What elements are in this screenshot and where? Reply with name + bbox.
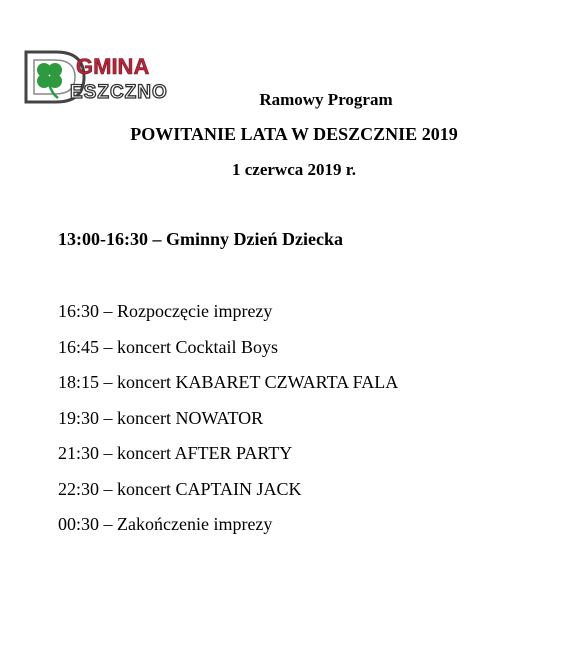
schedule-item: 21:30 – koncert AFTER PARTY: [58, 443, 293, 463]
lead-event: 13:00-16:30 – Gminny Dzień Dziecka: [58, 229, 343, 249]
schedule-item: 00:30 – Zakończenie imprezy: [58, 514, 273, 534]
schedule-item: 16:30 – Rozpoczęcie imprezy: [58, 301, 273, 321]
schedule-item: 19:30 – koncert NOWATOR: [58, 407, 264, 428]
event-date: 1 czerwca 2019 r.: [232, 160, 356, 179]
schedule-item: 22:30 – koncert CAPTAIN JACK: [58, 478, 302, 499]
event-title: POWITANIE LATA W DESZCZNIE 2019: [130, 124, 458, 144]
subtitle: [0, 90, 588, 110]
subtitle-text: Ramowy Program: [259, 90, 393, 109]
logo-eszczno-text: ESZCZNO: [70, 82, 168, 103]
schedule-item: 16:45 – koncert Cocktail Boys: [58, 336, 278, 357]
schedule-list: [58, 300, 398, 549]
schedule-item: 18:15 – koncert KABARET CZWARTA FALA: [58, 372, 399, 392]
logo-gmina-text: GMINA: [76, 54, 150, 79]
